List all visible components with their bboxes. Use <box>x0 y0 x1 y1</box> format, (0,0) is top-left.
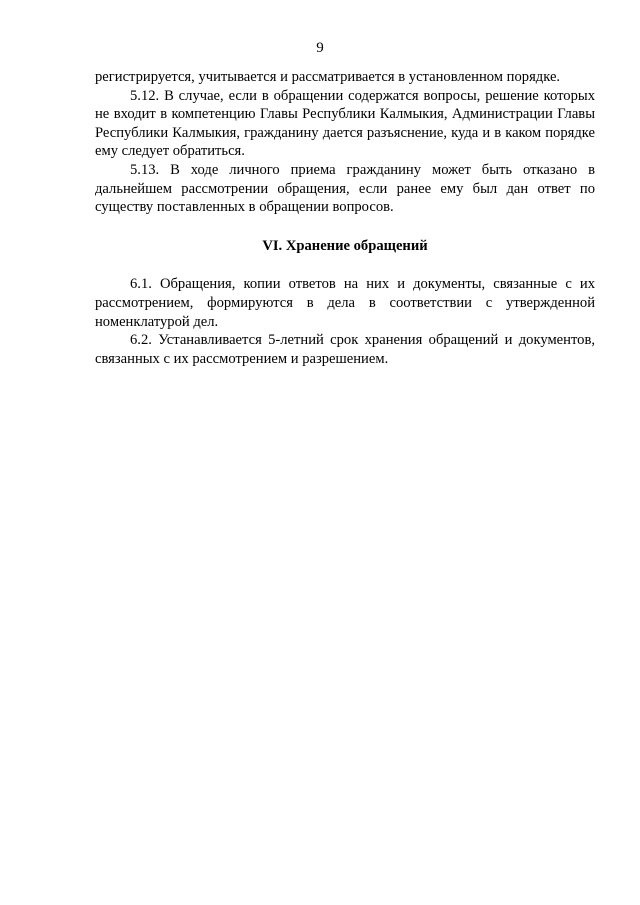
page-number: 9 <box>316 40 324 56</box>
paragraph-continuation: регистрируется, учитывается и рассматривается в установленном порядке. <box>95 69 561 85</box>
document-body <box>95 68 595 368</box>
paragraph-6-1: 6.1. Обращения, копии ответов на них и документы, связанные с их рассмотрением, формируются в дела в соответствии с утвержденной номенклатурой дел. <box>95 276 595 330</box>
paragraph-6-2: 6.2. Устанавливается 5-летний срок хранения обращений и документов, связанных с их рассмотрением и разрешением. <box>95 332 595 367</box>
paragraph-5-13: 5.13. В ходе личного приема гражданину может быть отказано в дальнейшем рассмотрении обращения, если ранее ему был дан ответ по существу поставленных в обращении вопросов. <box>95 161 595 216</box>
section-heading-vi: VI. Хранение обращений <box>262 237 428 254</box>
paragraph-5-12: 5.12. В случае, если в обращении содержатся вопросы, решение которых не входит в компетенцию Главы Республики Калмыкия, Администрации Главы Республики Калмыкия, гражданину дается разъяснение, куда и в каком порядке ему следует обратиться. <box>95 87 595 160</box>
